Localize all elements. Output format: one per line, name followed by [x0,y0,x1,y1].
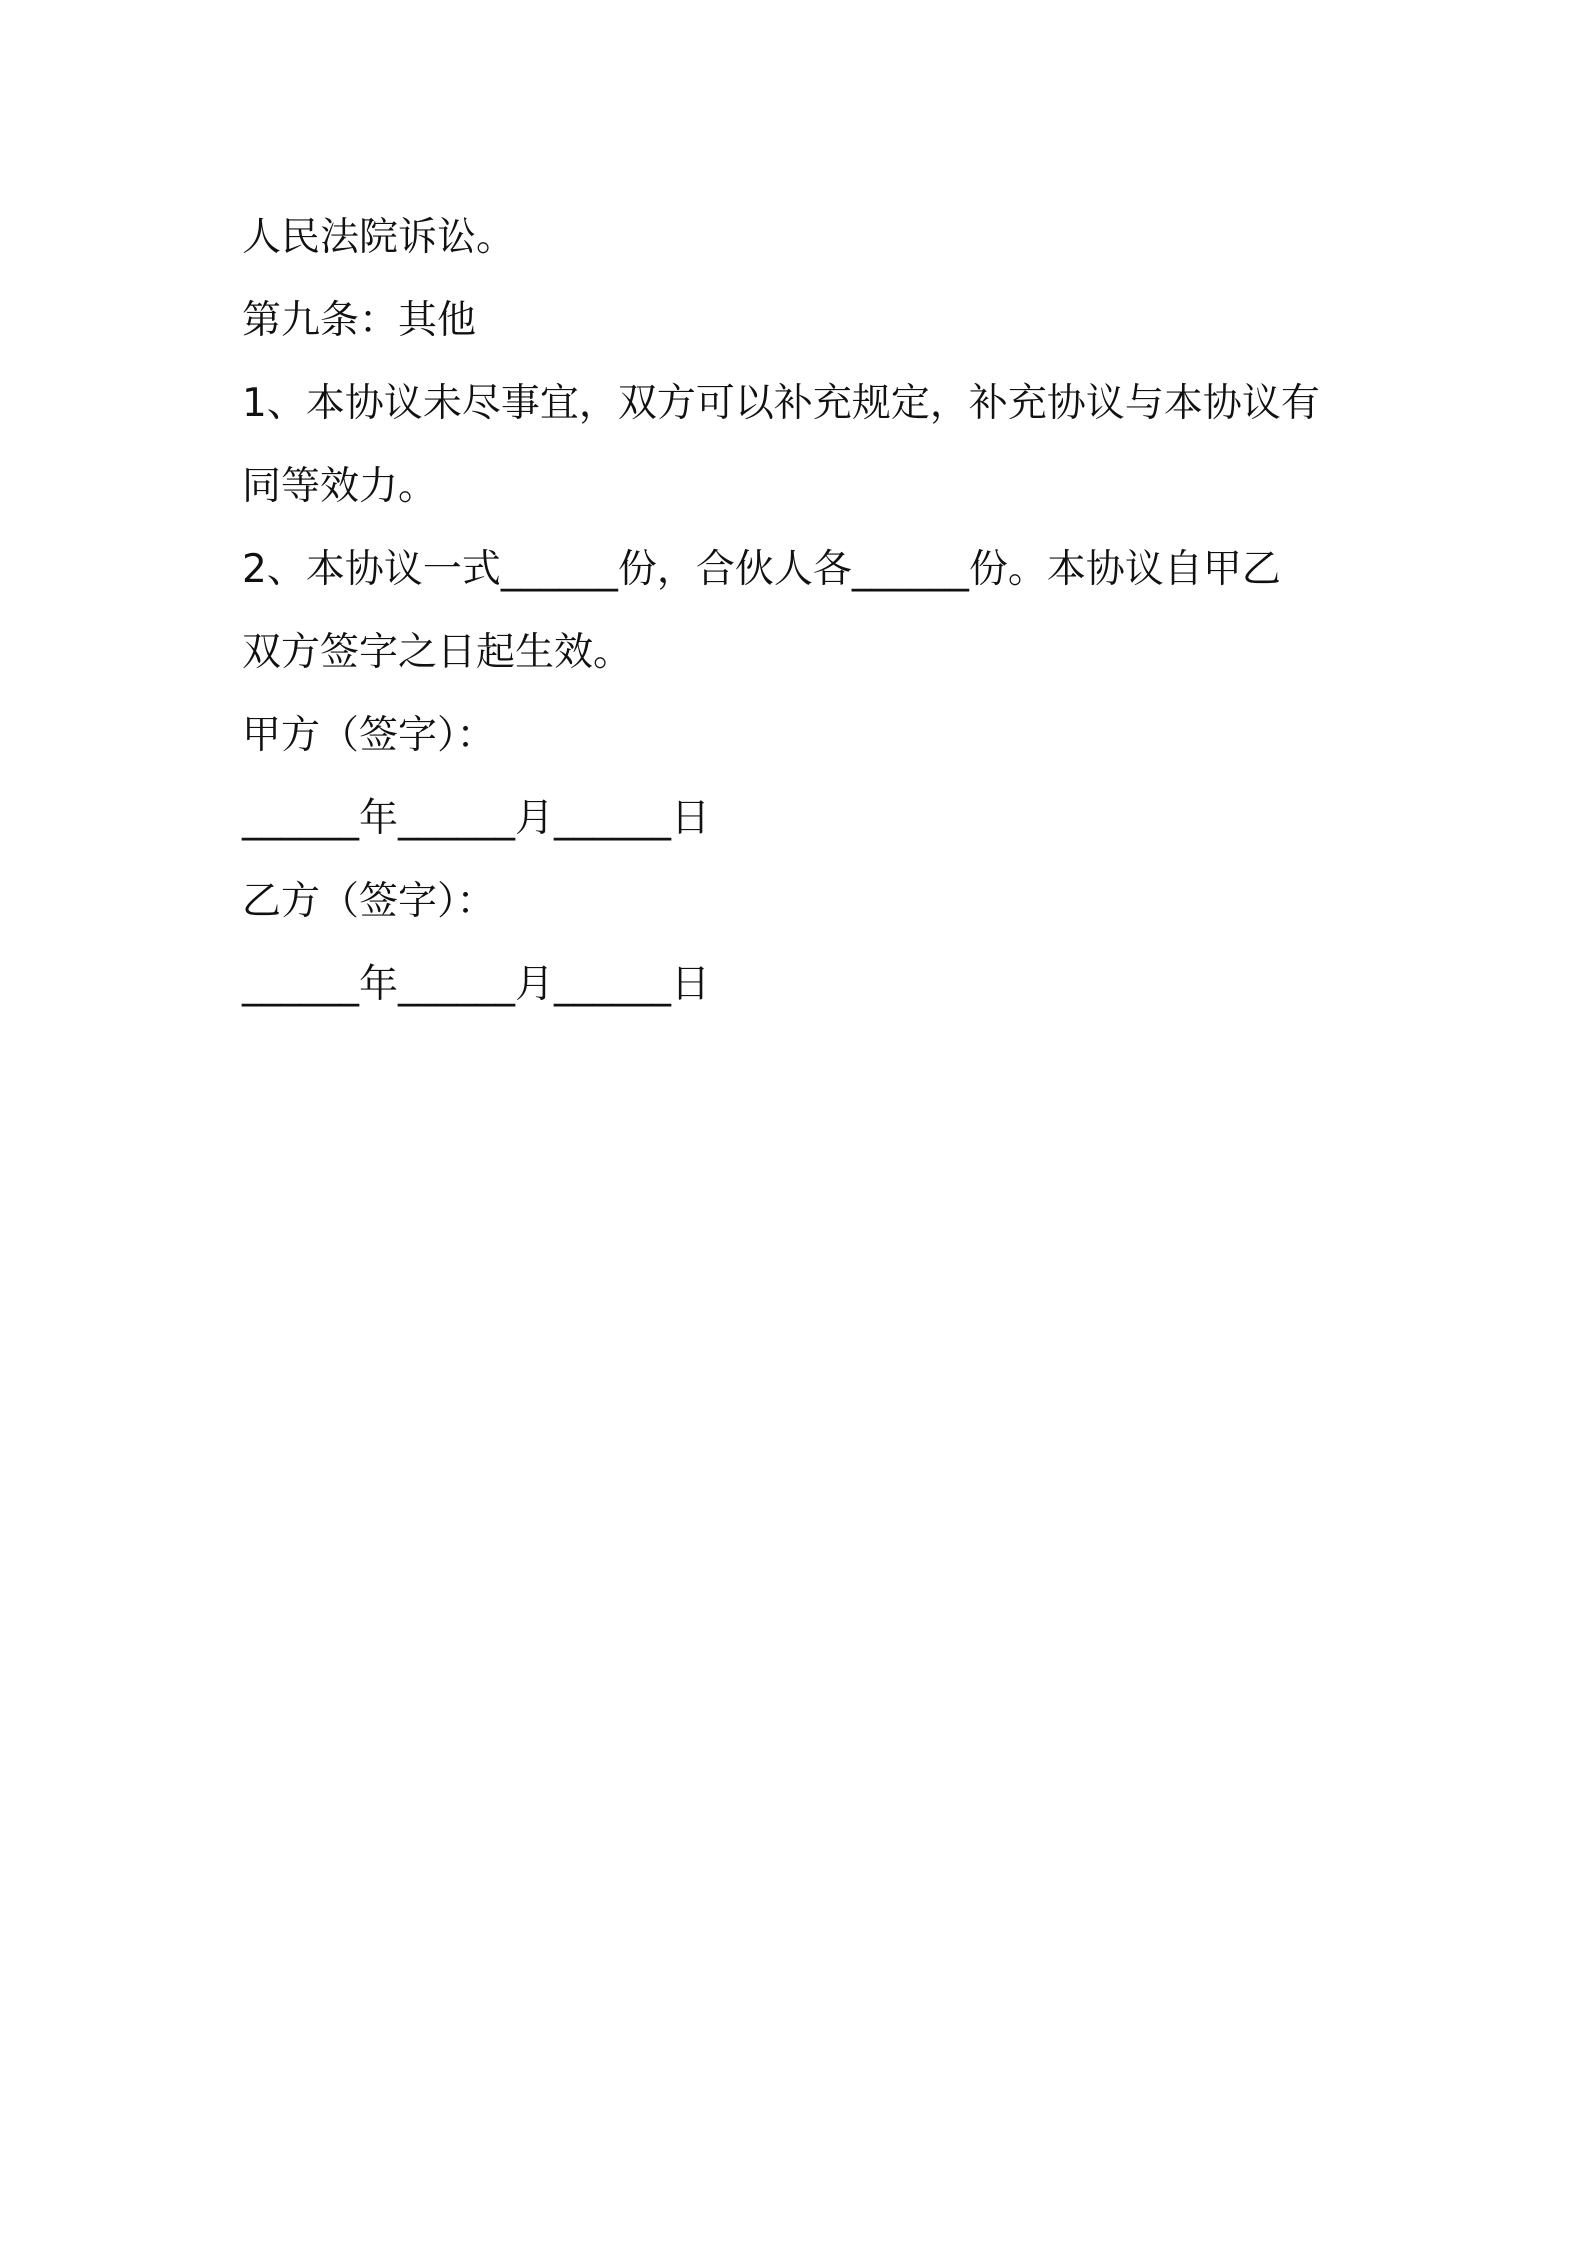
party-b-signature-label: 乙方（签字）： [242,879,496,924]
document-body [242,196,1352,1026]
text-line-lawsuit: 人民法院诉讼。 [242,215,516,260]
clause-1-line-1: 1、本协议未尽事宜，双方可以补充规定，补充协议与本协议有 [242,381,1320,426]
party-a-signature-label: 甲方（签字）： [242,713,496,758]
article-nine-heading: 第九条：其他 [242,298,477,343]
clause-1-line-2: 同等效力。 [242,464,438,509]
clause-2-line-2: 双方签字之日起生效。 [242,630,633,675]
party-b-date-line: ______年______月______日 [242,962,711,1007]
party-a-date-line: ______年______月______日 [242,796,711,841]
clause-2-line-1: 2、本协议一式______份，合伙人各______份。本协议自甲乙 [242,547,1281,592]
